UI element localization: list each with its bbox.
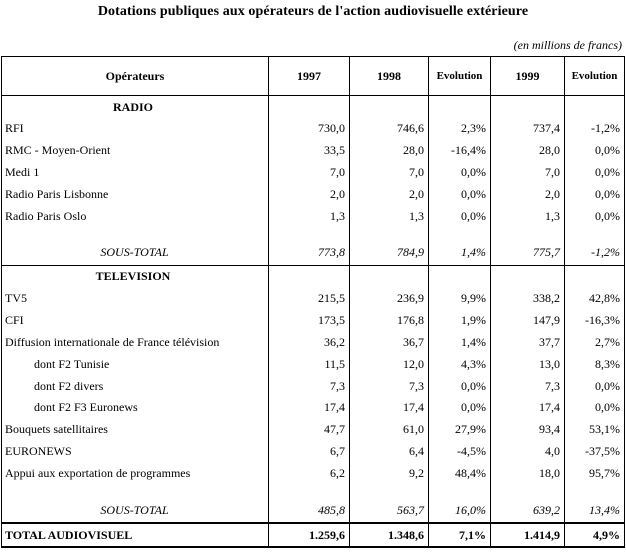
value-1998: 2,0	[350, 183, 429, 205]
television-section-header	[2, 265, 625, 288]
value-1997: 33,5	[269, 140, 350, 162]
value-1998: 12,0	[350, 353, 429, 375]
value-1999: 7,0	[491, 162, 565, 184]
table-row	[2, 140, 625, 162]
value-1998: 784,9	[350, 241, 429, 266]
value-1998: 17,4	[350, 397, 429, 419]
value-1997: 7,3	[269, 375, 350, 397]
empty-cell	[350, 265, 429, 288]
spacer-row	[2, 484, 625, 498]
operator-name: EURONEWS	[2, 441, 269, 463]
evolution-1998: 0,0%	[429, 397, 491, 419]
header-1999: 1999	[491, 57, 565, 96]
value-1999: 17,4	[491, 397, 565, 419]
table-row	[2, 288, 625, 310]
operator-name: Diffusion internationale de France télévision	[2, 332, 269, 354]
evolution-1998: 1,9%	[429, 310, 491, 332]
radio-section-header	[2, 96, 625, 119]
value-1998: 1.348,6	[350, 523, 429, 547]
operator-name: Radio Paris Oslo	[2, 205, 269, 227]
operator-name: RMC - Moyen-Orient	[2, 140, 269, 162]
evolution-1999: 0,0%	[565, 205, 625, 227]
value-1999: 4,0	[491, 441, 565, 463]
value-1999: 775,7	[491, 241, 565, 266]
value-1998: 563,7	[350, 498, 429, 523]
value-1999: 639,2	[491, 498, 565, 523]
operator-name: dont F2 Tunisie	[2, 353, 269, 375]
empty-cell	[491, 484, 565, 498]
table-row	[2, 397, 625, 419]
value-1997: 730,0	[269, 118, 350, 140]
header-operateurs: Opérateurs	[2, 57, 269, 96]
evolution-1998: 0,0%	[429, 183, 491, 205]
evolution-1998: 0,0%	[429, 205, 491, 227]
header-evolution-1999: Evolution	[565, 57, 625, 96]
operator-name: dont F2 divers	[2, 375, 269, 397]
value-1999: 1.414,9	[491, 523, 565, 547]
operator-name: SOUS-TOTAL	[2, 498, 269, 523]
operator-name: TV5	[2, 288, 269, 310]
value-1999: 18,0	[491, 462, 565, 484]
table-row	[2, 462, 625, 484]
value-1999: 147,9	[491, 310, 565, 332]
evolution-1999: 0,0%	[565, 140, 625, 162]
evolution-1998: 16,0%	[429, 498, 491, 523]
empty-cell	[565, 227, 625, 241]
value-1998: 1,3	[350, 205, 429, 227]
evolution-1999: -1,2%	[565, 118, 625, 140]
value-1998: 36,7	[350, 332, 429, 354]
operator-name: TOTAL AUDIOVISUEL	[2, 523, 269, 547]
operator-name: Appui aux exportation de programmes	[2, 462, 269, 484]
value-1998: 61,0	[350, 419, 429, 441]
table-row	[2, 332, 625, 354]
evolution-1999: 8,3%	[565, 353, 625, 375]
spacer-row	[2, 227, 625, 241]
empty-cell	[565, 265, 625, 288]
evolution-1998: -16,4%	[429, 140, 491, 162]
value-1999: 93,4	[491, 419, 565, 441]
empty-cell	[350, 227, 429, 241]
evolution-1999: 0,0%	[565, 397, 625, 419]
value-1999: 737,4	[491, 118, 565, 140]
section-label: TELEVISION	[2, 265, 269, 288]
empty-cell	[269, 484, 350, 498]
empty-cell	[491, 265, 565, 288]
empty-cell	[269, 96, 350, 119]
table-row	[2, 205, 625, 227]
value-1998: 7,3	[350, 375, 429, 397]
evolution-1998: 0,0%	[429, 162, 491, 184]
value-1997: 1,3	[269, 205, 350, 227]
evolution-1999: -16,3%	[565, 310, 625, 332]
table-row	[2, 441, 625, 463]
evolution-1998: 0,0%	[429, 375, 491, 397]
value-1997: 173,5	[269, 310, 350, 332]
evolution-1999: 2,7%	[565, 332, 625, 354]
empty-cell	[350, 484, 429, 498]
total-row	[2, 523, 625, 547]
value-1999: 7,3	[491, 375, 565, 397]
value-1997: 6,2	[269, 462, 350, 484]
empty-cell	[491, 96, 565, 119]
value-1999: 28,0	[491, 140, 565, 162]
television-subtotal-row	[2, 498, 625, 523]
evolution-1998: 7,1%	[429, 523, 491, 547]
evolution-1999: 53,1%	[565, 419, 625, 441]
operator-name: Bouquets satellitaires	[2, 419, 269, 441]
empty-cell	[429, 227, 491, 241]
value-1998: 7,0	[350, 162, 429, 184]
value-1999: 13,0	[491, 353, 565, 375]
value-1998: 6,4	[350, 441, 429, 463]
table-row	[2, 375, 625, 397]
document-title: Dotations publiques aux opérateurs de l'action audiovisuelle extérieure	[97, 4, 529, 19]
empty-cell	[2, 227, 269, 241]
evolution-1999: -37,5%	[565, 441, 625, 463]
value-1998: 176,8	[350, 310, 429, 332]
table-row	[2, 162, 625, 184]
value-1999: 338,2	[491, 288, 565, 310]
value-1998: 746,6	[350, 118, 429, 140]
table-row	[2, 353, 625, 375]
evolution-1999: 42,8%	[565, 288, 625, 310]
value-1999: 2,0	[491, 183, 565, 205]
empty-cell	[565, 96, 625, 119]
value-1997: 36,2	[269, 332, 350, 354]
evolution-1999: 4,9%	[565, 523, 625, 547]
table-header-row	[2, 57, 625, 96]
value-1999: 1,3	[491, 205, 565, 227]
evolution-1998: 27,9%	[429, 419, 491, 441]
evolution-1998: -4,5%	[429, 441, 491, 463]
operator-name: dont F2 F3 Euronews	[2, 397, 269, 419]
operator-name: Medi 1	[2, 162, 269, 184]
value-1997: 7,0	[269, 162, 350, 184]
value-1997: 773,8	[269, 241, 350, 266]
evolution-1998: 9,9%	[429, 288, 491, 310]
table-row	[2, 419, 625, 441]
empty-cell	[2, 484, 269, 498]
empty-cell	[269, 227, 350, 241]
evolution-1999: 0,0%	[565, 183, 625, 205]
operator-name: CFI	[2, 310, 269, 332]
table-row	[2, 118, 625, 140]
value-1997: 2,0	[269, 183, 350, 205]
value-1997: 485,8	[269, 498, 350, 523]
operator-name: SOUS-TOTAL	[2, 241, 269, 266]
empty-cell	[429, 96, 491, 119]
evolution-1999: 95,7%	[565, 462, 625, 484]
empty-cell	[429, 265, 491, 288]
table-row	[2, 310, 625, 332]
empty-cell	[565, 484, 625, 498]
header-1998: 1998	[350, 57, 429, 96]
radio-subtotal-row	[2, 241, 625, 266]
operator-name: Radio Paris Lisbonne	[2, 183, 269, 205]
empty-cell	[429, 484, 491, 498]
header-1997: 1997	[269, 57, 350, 96]
value-1997: 47,7	[269, 419, 350, 441]
evolution-1998: 4,3%	[429, 353, 491, 375]
evolution-1999: -1,2%	[565, 241, 625, 266]
value-1998: 28,0	[350, 140, 429, 162]
evolution-1998: 48,4%	[429, 462, 491, 484]
value-1998: 236,9	[350, 288, 429, 310]
value-1997: 1.259,6	[269, 523, 350, 547]
empty-cell	[269, 265, 350, 288]
evolution-1999: 13,4%	[565, 498, 625, 523]
value-1997: 17,4	[269, 397, 350, 419]
empty-cell	[491, 227, 565, 241]
evolution-1998: 1,4%	[429, 241, 491, 266]
evolution-1999: 0,0%	[565, 375, 625, 397]
evolution-1999: 0,0%	[565, 162, 625, 184]
evolution-1998: 1,4%	[429, 332, 491, 354]
value-1998: 9,2	[350, 462, 429, 484]
table-row	[2, 183, 625, 205]
header-evolution-1998: Evolution	[429, 57, 491, 96]
dotations-table	[1, 56, 625, 548]
value-1999: 37,7	[491, 332, 565, 354]
value-1997: 6,7	[269, 441, 350, 463]
empty-cell	[350, 96, 429, 119]
evolution-1998: 2,3%	[429, 118, 491, 140]
unit-note: (en millions de francs)	[513, 38, 622, 52]
value-1997: 215,5	[269, 288, 350, 310]
operator-name: RFI	[2, 118, 269, 140]
section-label: RADIO	[2, 96, 269, 119]
value-1997: 11,5	[269, 353, 350, 375]
